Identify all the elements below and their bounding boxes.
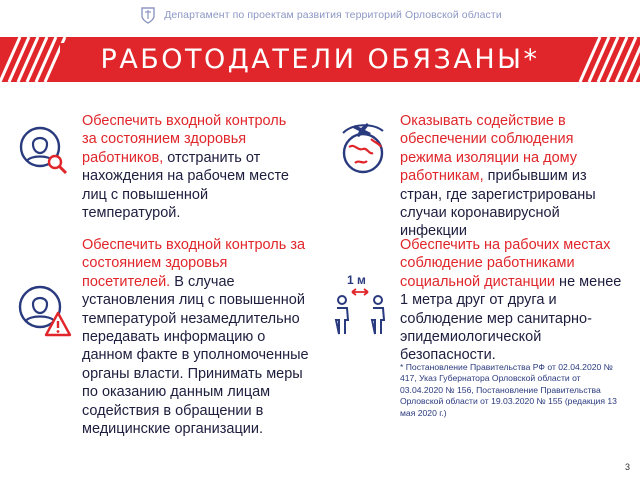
duty-block-distance — [400, 236, 625, 365]
duty-text: отстранить от нахождения на рабочем месте лиц с повышенной температурой. — [82, 149, 289, 222]
page-title: РАБОТОДАТЕЛИ ОБЯЗАНЫ* — [60, 43, 580, 76]
globe-airplane-icon — [333, 117, 393, 177]
coat-of-arms-icon — [138, 5, 158, 25]
duty-highlight: Обеспечить входной контроль за состоянием здоровья посетителей. — [82, 237, 306, 290]
legal-footnote: * Постановление Правительства РФ от 02.04.2020 № 417, Указ Губернатора Орловской области от 03.04.2020 № 156, Постановление Правительства Орловской области от 19.03.2020 № 155 (редакция 13 мая 2020 г.) — [400, 362, 617, 418]
duty-highlight: Оказывать содействие в обеспечении соблюдения режима изоляции на дому работникам, — [400, 113, 578, 185]
person-warning-icon — [16, 283, 72, 339]
person-search-icon — [18, 125, 70, 177]
page-header — [0, 0, 640, 30]
duty-text: не менее 1 метра друг от друга и соблюдение мер санитарно-эпидемиологической безопасности. — [400, 273, 622, 364]
duty-highlight: Обеспечить входной контроль за состоянием здоровья работников, — [82, 113, 287, 166]
org-name: Департамент по проектам развития территорий Орловской области — [164, 9, 502, 21]
social-distance-icon — [328, 288, 392, 338]
duty-text: прибывшим из стран, где зарегистрированы случаи коронавирусной инфекции — [400, 168, 596, 240]
page-number: 3 — [624, 462, 630, 472]
duty-block-employee-check — [82, 112, 302, 222]
duty-block-visitor-check — [82, 236, 310, 438]
duty-block-isolation — [400, 112, 625, 241]
distance-label: 1 м — [347, 273, 366, 287]
duty-highlight: Обеспечить на рабочих местах соблюдение работниками социальной дистанции — [400, 237, 611, 290]
title-banner — [0, 37, 640, 82]
duty-text: В случае установления лиц с повышенной температурой незамедлительно передавать информацию о данном факте в уполномоченные органы власти. Принимать меры по оказанию данным лицам содействия в обращении в медицинские организации. — [82, 273, 309, 438]
